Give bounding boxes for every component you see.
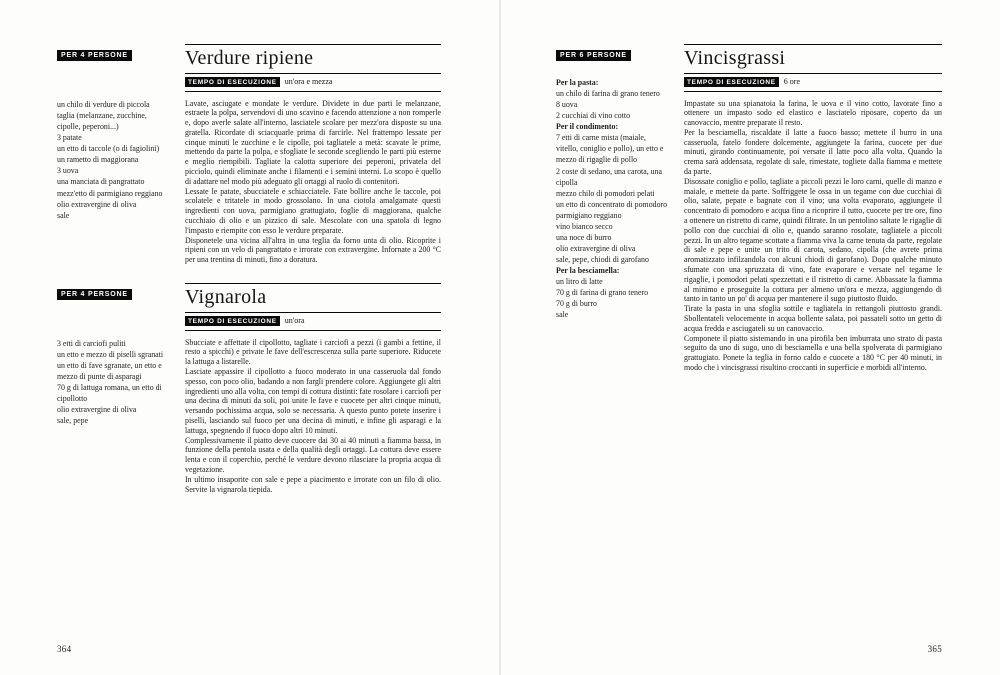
ingredient-item: un etto di fave sgranate, un etto e mezzo di punte di asparagi bbox=[57, 361, 162, 382]
ingredient-section-heading: Per il condimento: bbox=[556, 122, 619, 132]
recipe-vincisgrassi bbox=[556, 44, 942, 373]
tempo-badge: TEMPO DI ESECUZIONE bbox=[185, 77, 280, 87]
tempo-badge: TEMPO DI ESECUZIONE bbox=[185, 316, 280, 326]
ingredient-item: sale bbox=[57, 210, 70, 220]
tempo-value: un'ora e mezza bbox=[284, 77, 333, 87]
ingredient-list bbox=[57, 99, 169, 221]
ingredient-item: un etto di concentrato di pomodoro bbox=[556, 199, 668, 209]
ingredient-item: parmigiano reggiano bbox=[556, 210, 622, 220]
rule-below-tempo bbox=[185, 91, 441, 92]
ingredient-list bbox=[556, 77, 668, 320]
recipe-title: Verdure ripiene bbox=[185, 47, 314, 69]
tempo-row bbox=[185, 74, 441, 91]
tempo-value: 6 ore bbox=[783, 77, 800, 87]
ingredient-item: un etto di taccole (o di fagiolini) bbox=[57, 144, 160, 154]
ingredient-section-heading: Per la besciamella: bbox=[556, 266, 620, 276]
ingredient-item: sale, pepe bbox=[57, 416, 89, 426]
ingredient-item: un chilo di farina di grano tenero bbox=[556, 89, 660, 99]
body-paragraph: Sbucciate e affettate il cipollotto, tagliate i carciofi a pezzi (i gambi a fettine, il resto a spicchi) e private le fave dell'escrescenza sulla parte superiore. Riducete la lattuga a listarelle. bbox=[185, 337, 441, 367]
rule-above-title bbox=[185, 44, 441, 45]
rule-below-tempo bbox=[684, 91, 942, 92]
serves-badge: PER 6 PERSONE bbox=[556, 50, 631, 61]
ingredient-item: olio extravergine di oliva bbox=[556, 243, 636, 253]
body-paragraph: Lasciate appassire il cipollotto a fuoco moderato in una casseruola dal fondo spesso, con poco olio, badando a non fargli prendere colore. Aggiungete gli altri ingredienti uno alla volta, con tempi di cottura distinti: fate rosolare i carciofi per una decina di minuti da soli, poi unite le fave e cuocete per altri cinque minuti, versando pochissima acqua, solo se necessaria. A questo punto potete inserire i piselli, lasciando sul fuoco per una decina di minuti, e infine gli asparagi e la lattuga, spegnendo il fuoco dopo altri 10 minuti. bbox=[185, 366, 441, 435]
recipe-sidebar bbox=[57, 44, 169, 221]
recipe-verdure-ripiene bbox=[57, 44, 441, 265]
ingredient-item: un litro di latte bbox=[556, 277, 603, 287]
ingredient-item: sale bbox=[556, 310, 569, 320]
right-page bbox=[556, 44, 942, 391]
page-number-right: 365 bbox=[927, 644, 942, 654]
ingredient-item: 3 uova bbox=[57, 166, 79, 176]
body-paragraph: Impastate su una spianatoia la farina, le uova e il vino cotto, lavorate fino a ottenere un impasto sodo ed elastico e lasciatelo riposare, coperto da un canovaccio, mentre preparate il resto. bbox=[684, 98, 942, 128]
ingredient-item: sale, pepe, chiodi di garofano bbox=[556, 255, 649, 264]
tempo-row bbox=[185, 313, 441, 330]
ingredient-item: 8 uova bbox=[556, 100, 578, 110]
ingredient-item: un etto e mezzo di piselli sgranati bbox=[57, 350, 164, 360]
recipe-main-column bbox=[684, 44, 942, 373]
body-paragraph: Lavate, asciugate e mondate le verdure. Dividete in due parti le melanzane, estraete la polpa, servendovi di uno scavino e facendo attenzione a non romperle e, dopo averle salate all'interno, lasciatele scolare per mezz'ora disposte su una gratella. Ricordate di sciacquarle prima di farcirle. Nel frattempo lessate per cinque minuti le zucchine e le cipolle, poi tagliatele a metà: scavate le prime, mettendo da parte la polpa, e sfogliate le seconde scegliendo le parti più esterne e meglio riempibili. Tagliate la calotta superiore dei peperoni, privatela del picciolo, quindi eliminate anche i filamenti e i semini interni. Lo scopo è quello di adattare nel modo più adeguato gli ortaggi al ruolo di contenitori. bbox=[185, 98, 441, 186]
rule-above-title bbox=[185, 283, 441, 284]
recipe-title: Vignarola bbox=[185, 286, 267, 309]
tempo-badge: TEMPO DI ESECUZIONE bbox=[684, 77, 779, 87]
left-page bbox=[57, 44, 441, 512]
recipe-main-column bbox=[185, 283, 441, 494]
ingredient-item: 3 etti di carciofi puliti bbox=[57, 339, 126, 349]
recipe-body bbox=[185, 338, 441, 495]
ingredient-item: 70 g di lattuga romana, un etto di cipollotto bbox=[57, 383, 162, 404]
rule-above-title bbox=[684, 44, 942, 45]
tempo-row bbox=[684, 74, 942, 91]
recipe-title: Vincisgrassi bbox=[684, 47, 786, 69]
body-paragraph: Lessate le patate, sbucciatele e schiacciatele. Fate bollire anche le taccole, poi scolatele e tritatele in modo grossolano. In una ciotola amalgamate questi ingredienti con uova, parmigiano grattugiato, foglie di maggiorana, qualche cucchiaio di olio e un pizzico di sale. Mescolate con una spatola di legno l'impasto e riempite con esso le verdure preparate. bbox=[185, 186, 441, 235]
serves-badge: PER 4 PERSONE bbox=[57, 289, 132, 300]
body-paragraph: Tirate la pasta in una sfoglia sottile e tagliatela in rettangoli piuttosto grandi. Sbollentateli velocemente in acqua bollente salata, poi passateli sotto un getto di acqua fredda e asciugateli su un canovaccio. bbox=[684, 304, 942, 333]
ingredient-item: un chilo di verdure di piccola taglia (melanzane, zucchine, cipolle, peperoni...) bbox=[57, 100, 150, 132]
ingredient-section-heading: Per la pasta: bbox=[556, 78, 599, 87]
ingredient-item: vino bianco secco bbox=[556, 221, 613, 231]
ingredient-item: 2 coste di sedano, una carota, una cipolla bbox=[556, 166, 663, 187]
body-paragraph: Disossate coniglio e pollo, tagliate a piccoli pezzi le loro carni, quelle di manzo e maiale, e mettete da parte. Soffriggete le ossa in un tegame con due cucchiai di olio, salate, pepate e bagnate con il vino; una volta evaporato, aggiungete il concentrato di pomodoro e acqua fino a ricoprire il tutto, cuocete per tre ore, fino a ottenere un ristretto di carne, quindi filtrate. In un pentolino saltate le rigaglie di pollo con due cucchiai di olio e, quando saranno rosolate, tagliatele a piccoli pezzi. In un altro tegame scottate a fiamma viva la carne tenuta da parte, regolate di sale e pepe e unite un trito di carota, sedano, cipolla (che avrete prima aromatizzato infilzandola con alcuni chiodi di garofano). Dopo qualche minuto sfumate con una spruzzata di vino, fate evaporare e versate nel tegame le rigaglie, i pomodori pelati spezzettati e il ristretto di carne. Abbassate la fiamma al minimo e proseguite la cottura per almeno un'ora e mezza, aggiungendo di tanto in tanto un po' di acqua per mantenere il sugo piuttosto fluido. bbox=[684, 176, 942, 304]
page-gutter bbox=[499, 0, 501, 675]
ingredient-item: 7 etti di carne mista (maiale, vitello, coniglio e pollo), un etto e mezzo di rigaglie di pollo bbox=[556, 133, 664, 165]
ingredient-item: mezzo chilo di pomodori pelati bbox=[556, 188, 655, 198]
tempo-value: un'ora bbox=[284, 316, 305, 326]
ingredient-item: mezz'etto di parmigiano reggiano bbox=[57, 188, 163, 198]
recipe-sidebar bbox=[57, 283, 169, 427]
ingredient-item: olio extravergine di oliva bbox=[57, 405, 137, 415]
ingredient-list bbox=[57, 338, 169, 427]
body-paragraph: Disponetele una vicina all'altra in una teglia da forno unta di olio. Ricoprite i ripieni con un velo di pangrattato e irrorate con extravergine. Infornate a 200 °C per una trentina di minuti, fino a doratura. bbox=[185, 235, 441, 265]
ingredient-item: 70 g di burro bbox=[556, 299, 597, 309]
page-number-left: 364 bbox=[57, 644, 72, 654]
body-paragraph: Componete il piatto sistemando in una pirofila ben imburrata uno strato di pasta seguito da uno di sugo, uno di besciamella e una bella spolverata di parmigiano grattugiato. Ponete la teglia in forno caldo e cuocete a 180 °C per 40 minuti, in modo che i vincisgrassi risultino croccanti in superficie e morbidi all'interno. bbox=[684, 333, 942, 373]
ingredient-item: 3 patate bbox=[57, 133, 82, 143]
ingredient-item: olio extravergine di oliva bbox=[57, 199, 137, 209]
ingredient-item: 2 cucchiai di vino cotto bbox=[556, 111, 631, 121]
recipe-vignarola bbox=[57, 283, 441, 494]
rule-below-tempo bbox=[185, 330, 441, 331]
ingredient-item: 70 g di farina di grano tenero bbox=[556, 288, 649, 298]
ingredient-item: una manciata di pangrattato bbox=[57, 177, 145, 187]
recipe-main-column bbox=[185, 44, 441, 265]
serves-badge: PER 4 PERSONE bbox=[57, 50, 132, 61]
ingredient-item: una noce di burro bbox=[556, 232, 612, 242]
ingredient-item: un rametto di maggiorana bbox=[57, 155, 139, 165]
recipe-sidebar bbox=[556, 44, 668, 320]
body-paragraph: In ultimo insaporite con sale e pepe a piacimento e irrorate con un filo di olio. Servite la vignarola tiepida. bbox=[185, 474, 441, 494]
recipe-body bbox=[185, 99, 441, 266]
body-paragraph: Per la besciamella, riscaldate il latte a fuoco basso; mettete il burro in una casseruola, fatelo fondere dolcemente, aggiungete la farina, cuocete per due minuti, girando continuamente, poi versate il latte poco alla volta. Quando la crema sarà addensata, regolate di sale, rimestate, togliete dalla fiamma e mettete da parte. bbox=[684, 127, 942, 177]
body-paragraph: Complessivamente il piatto deve cuocere dai 30 ai 40 minuti a fiamma bassa, in funzione della pentola usata e della qualità degli ortaggi. La cottura deve essere lenta e con il coperchio, perché le verdure devono rilasciare la propria acqua di vegetazione. bbox=[185, 435, 441, 474]
recipe-body bbox=[684, 99, 942, 373]
